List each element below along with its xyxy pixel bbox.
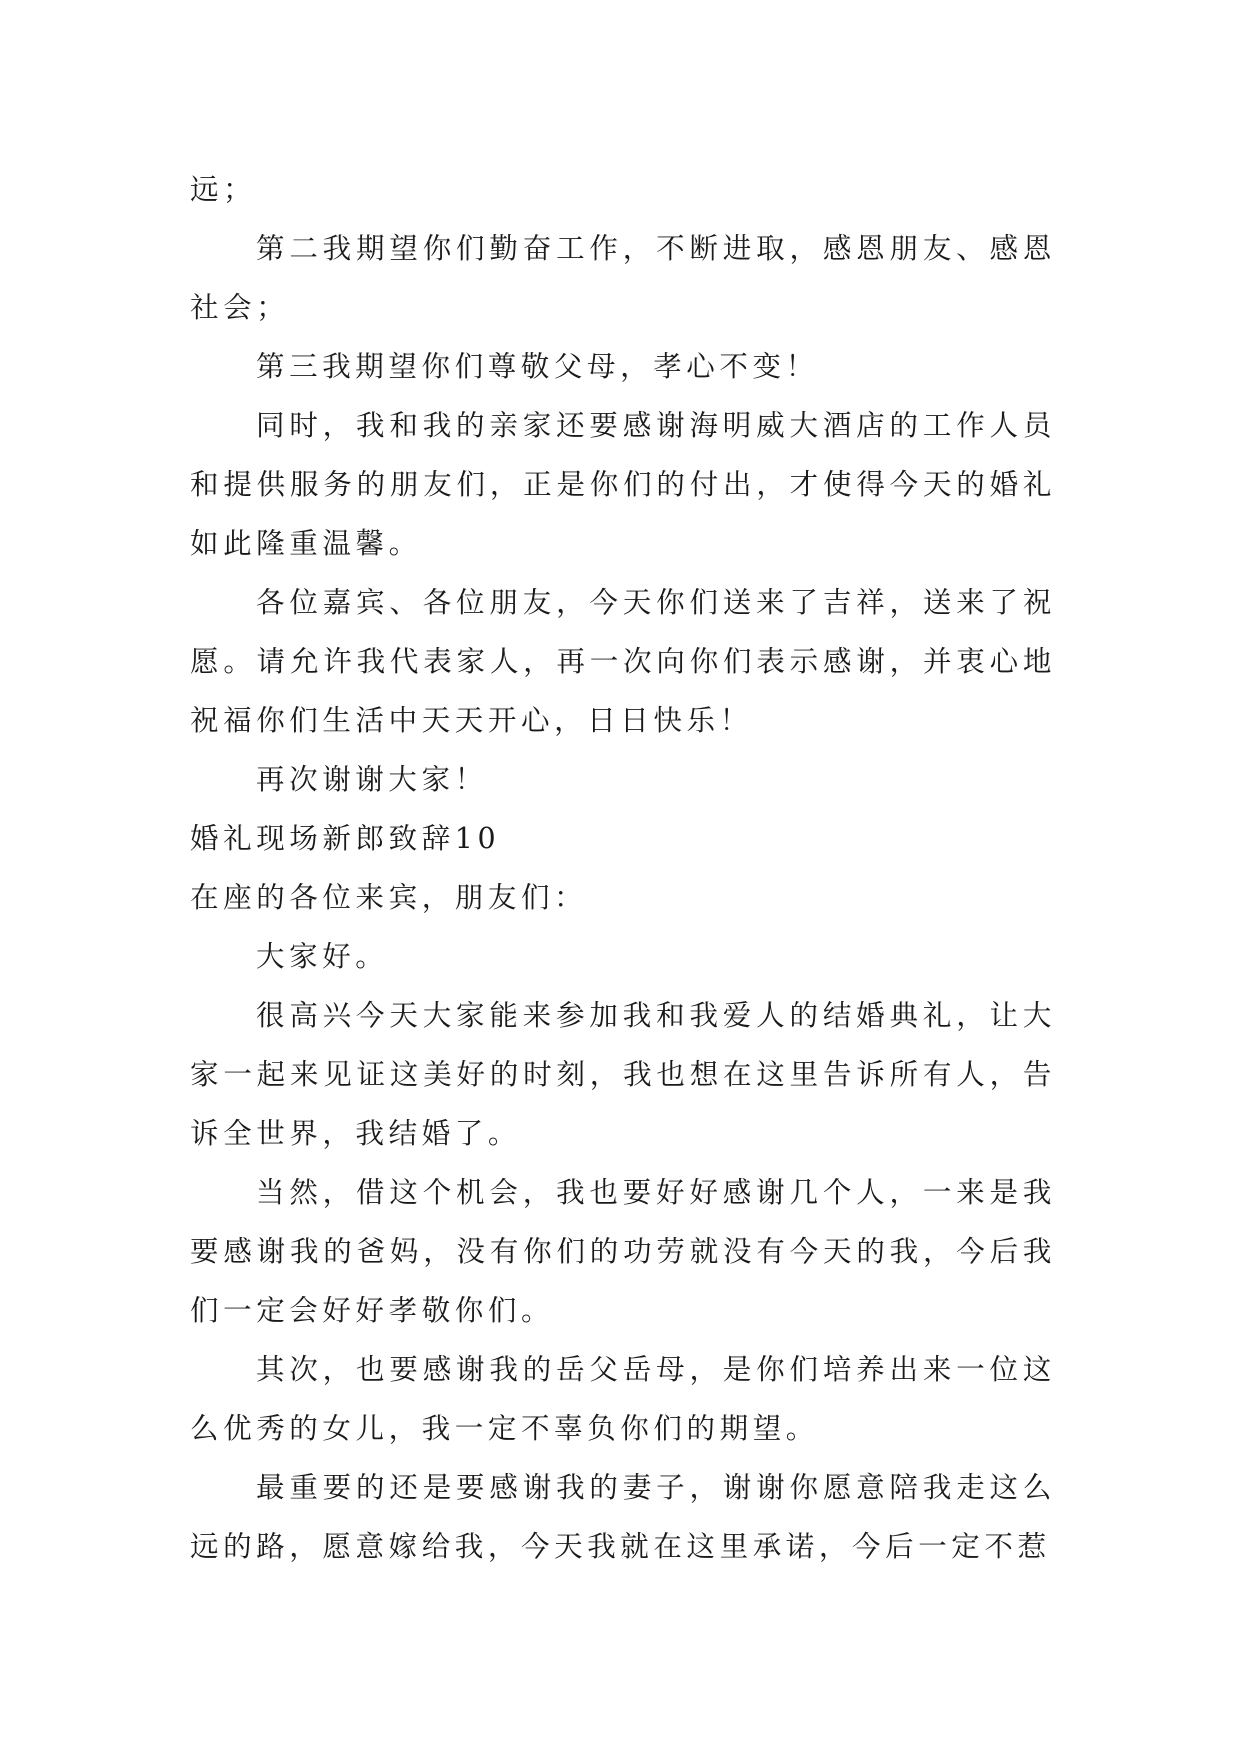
- paragraph-11: 当然，借这个机会，我也要好好感谢几个人，一来是我要感谢我的爸妈，没有你们的功劳就没有今天的我，今后我们一定会好好孝敬你们。: [190, 1176, 1056, 1327]
- paragraph-12: 其次，也要感谢我的岳父岳母，是你们培养出来一位这么优秀的女儿，我一定不辜负你们的期望。: [190, 1353, 1056, 1445]
- paragraph-13: 最重要的还是要感谢我的妻子，谢谢你愿意陪我走这么远的路，愿意嫁给我，今天我就在这里承诺，今后一定不惹: [190, 1471, 1056, 1563]
- paragraph-2: 第二我期望你们勤奋工作，不断进取，感恩朋友、感恩社会；: [190, 232, 1056, 324]
- paragraph-10: 很高兴今天大家能来参加我和我爱人的结婚典礼，让大家一起来见证这美好的时刻，我也想在这里告诉所有人，告诉全世界，我结婚了。: [190, 999, 1056, 1150]
- section-heading: 婚礼现场新郎致辞10: [190, 822, 501, 855]
- paragraph-1: 远；: [190, 173, 257, 206]
- paragraph-3: 第三我期望你们尊敬父母，孝心不变！: [256, 350, 819, 383]
- paragraph-9: 大家好。: [256, 940, 389, 973]
- document-body: [190, 160, 1056, 1576]
- salutation: 在座的各位来宾，朋友们：: [190, 881, 588, 914]
- paragraph-6: 再次谢谢大家！: [256, 763, 488, 796]
- paragraph-4: 同时，我和我的亲家还要感谢海明威大酒店的工作人员和提供服务的朋友们，正是你们的付出，才使得今天的婚礼如此隆重温馨。: [190, 409, 1056, 560]
- paragraph-5: 各位嘉宾、各位朋友，今天你们送来了吉祥，送来了祝愿。请允许我代表家人，再一次向你们表示感谢，并衷心地祝福你们生活中天天开心，日日快乐！: [190, 586, 1056, 737]
